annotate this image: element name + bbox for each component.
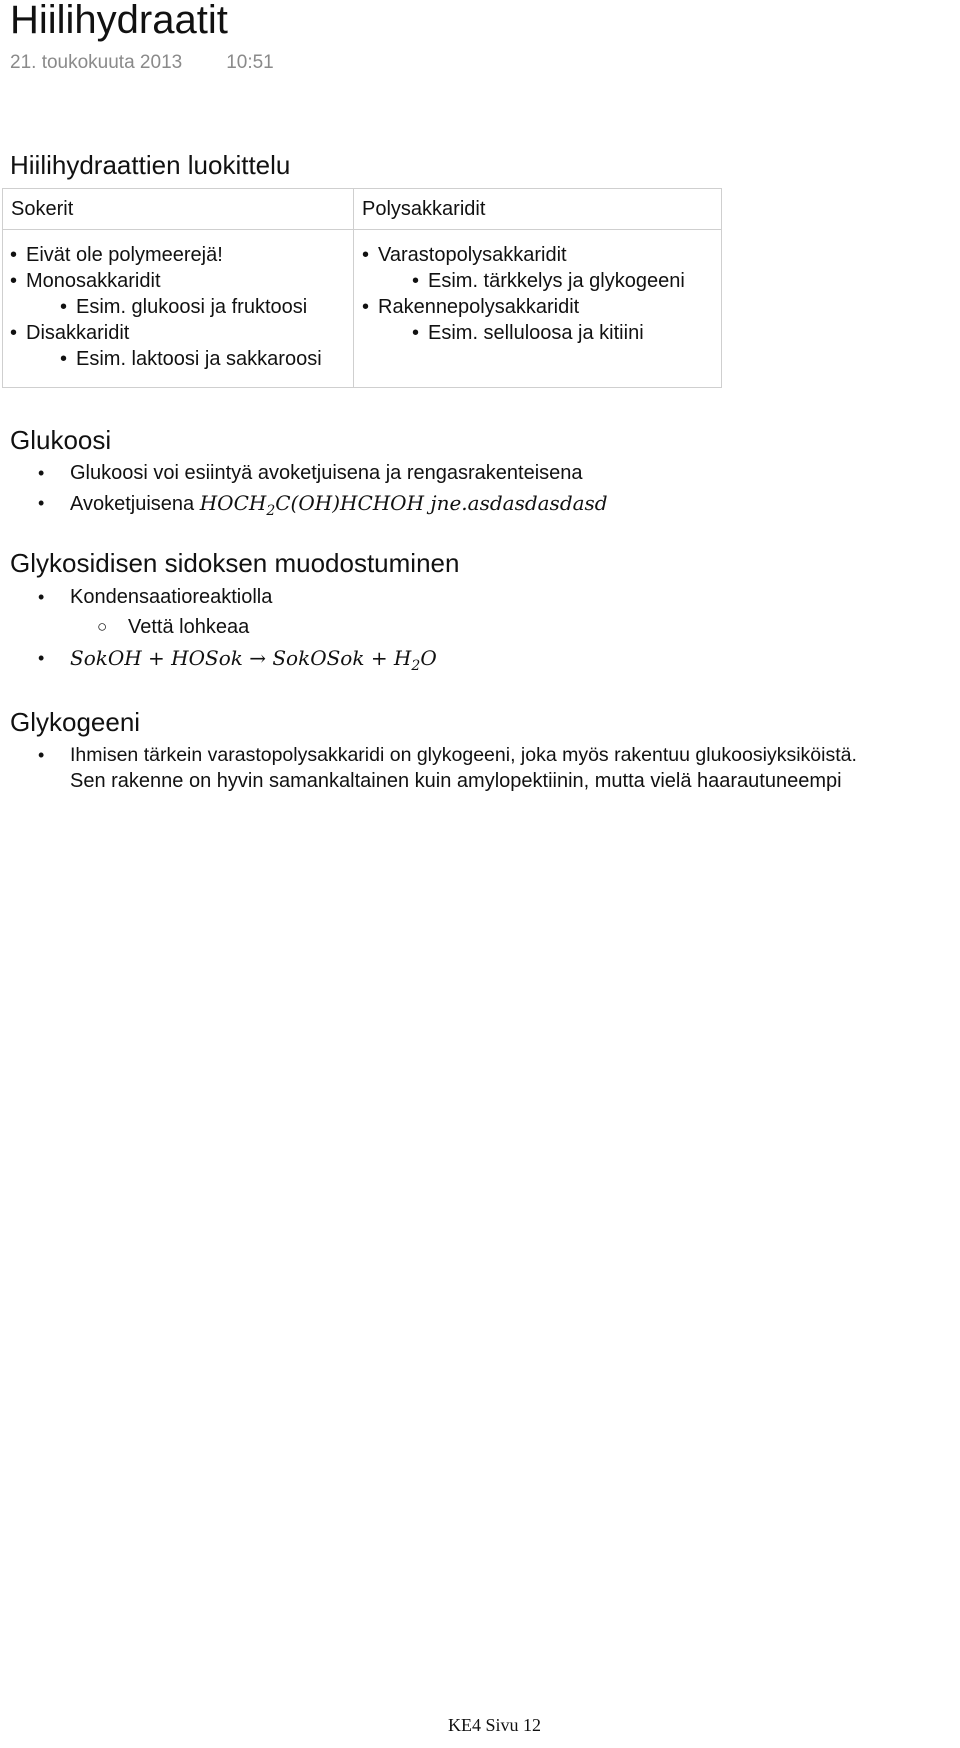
list-item: • Monosakkaridit: [10, 270, 161, 292]
sugars-cell: [3, 230, 354, 388]
polysaccharides-header: Polysakkaridit: [362, 198, 486, 220]
circle-bullet-icon: ○: [97, 617, 108, 636]
bullet-icon: •: [10, 322, 18, 344]
bullet-icon: •: [412, 322, 420, 344]
glycosidic-item-1: Kondensaatioreaktiolla: [70, 586, 273, 608]
bullet-icon: •: [362, 296, 370, 318]
bullet-icon: •: [10, 270, 18, 292]
bullet-icon: •: [38, 587, 45, 607]
bullet-icon: •: [412, 270, 420, 292]
list-item: • Rakennepolysakkaridit: [362, 296, 580, 318]
sugars-header: Sokerit: [11, 198, 74, 220]
list-item: • Varastopolysakkaridit: [362, 244, 567, 266]
bullet-icon: •: [38, 745, 45, 765]
bullet-icon: •: [60, 348, 68, 370]
glucose-item-1: Glukoosi voi esiintyä avoketjuisena ja rengasrakenteisena: [70, 462, 583, 484]
page-title: Hiilihydraatit: [10, 0, 228, 42]
list-item: • Esim. laktoosi ja sakkaroosi: [60, 348, 322, 370]
list-item: • Disakkaridit: [10, 322, 130, 344]
glycosidic-subitem: Vettä lohkeaa: [128, 616, 250, 638]
sugars-header-cell: [3, 189, 354, 230]
classification-heading: Hiilihydraattien luokittelu: [10, 150, 291, 180]
page-meta: [10, 52, 274, 74]
glycogen-heading: Glykogeeni: [10, 707, 141, 737]
glycosidic-reaction: SokOH + HOSok → SokOSok + $H_2O$: [70, 646, 437, 674]
bullet-icon: •: [38, 493, 45, 513]
list-item: • Esim. glukoosi ja fruktoosi: [60, 296, 308, 318]
glucose-item-2-label: Avoketjuisena: [70, 493, 195, 515]
glycogen-line-1: Ihmisen tärkein varastopolysakkaridi on glykogeeni, joka myös rakentuu glukoosiyksiköistä.: [70, 744, 857, 766]
list-item: • Eivät ole polymeerejä!: [10, 244, 223, 266]
glycogen-line-2: Sen rakenne on hyvin samankaltainen kuin amylopektiinin, mutta vielä haarautuneempi: [70, 770, 842, 792]
list-item: • Esim. tärkkelys ja glykogeeni: [412, 270, 685, 292]
polysaccharides-cell: [354, 230, 722, 388]
bullet-icon: •: [362, 244, 370, 266]
bullet-icon: •: [38, 648, 45, 668]
glucose-item-2: [70, 490, 608, 524]
page-footer: KE4 Sivu 12: [448, 1715, 542, 1735]
bullet-icon: •: [10, 244, 18, 266]
glucose-formula: $HOCH_2C(OH)HCHOH$ jne.asdasdasdasd: [199, 491, 608, 519]
list-item: • Esim. selluloosa ja kitiini: [412, 322, 644, 344]
polysaccharides-header-cell: [354, 189, 722, 230]
page-time: 10:51: [226, 52, 274, 73]
glycosidic-heading: Glykosidisen sidoksen muodostuminen: [10, 548, 460, 578]
page-date: 21. toukokuuta 2013: [10, 52, 183, 73]
bullet-icon: •: [38, 463, 45, 483]
glucose-heading: Glukoosi: [10, 425, 112, 455]
bullet-icon: •: [60, 296, 68, 318]
classification-table: [2, 188, 722, 388]
